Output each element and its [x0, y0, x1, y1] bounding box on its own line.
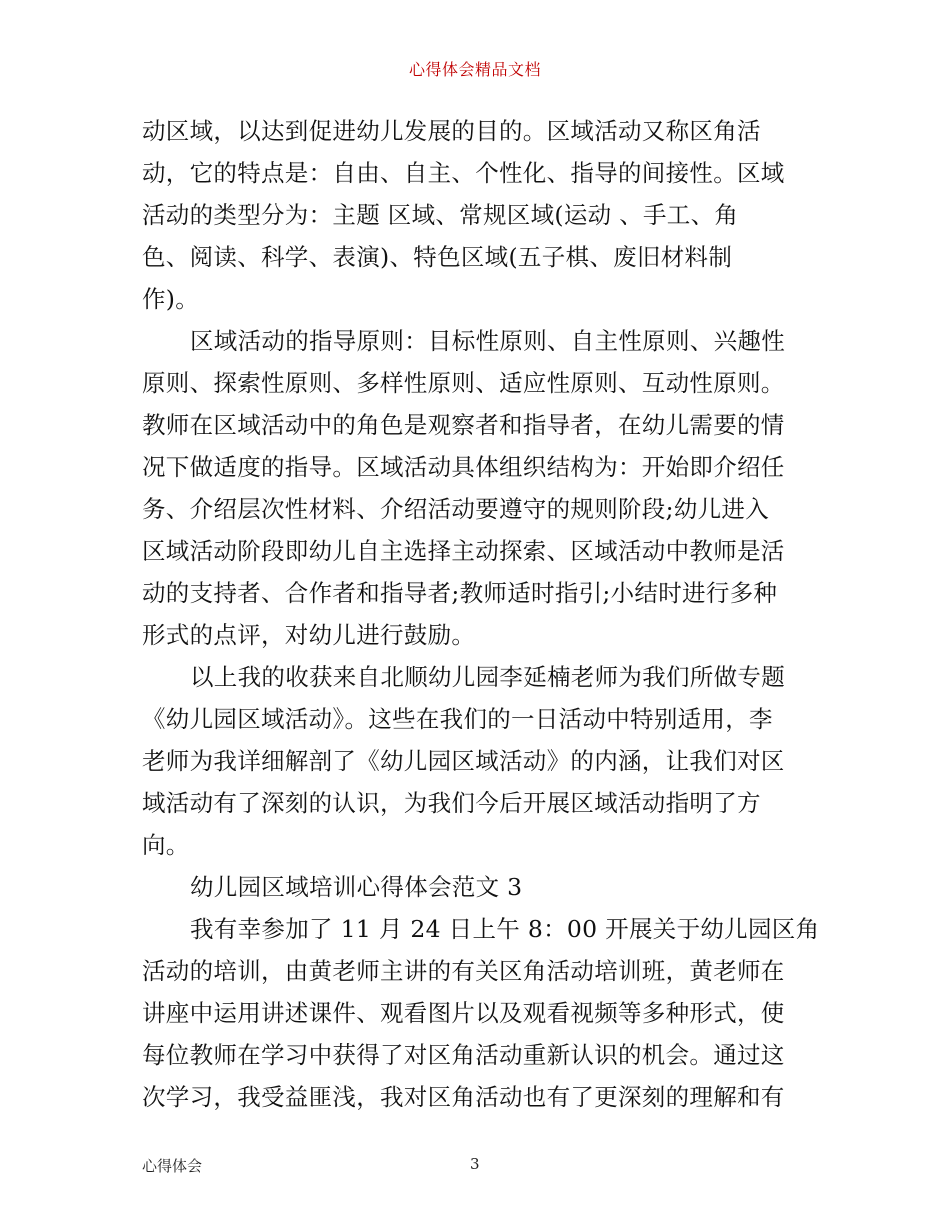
text-line: 动，它的特点是：自由、自主、个性化、指导的间接性。区域 [142, 159, 785, 187]
text-line: 况下做适度的指导。区域活动具体组织结构为：开始即介绍任 [142, 453, 785, 481]
page-number: 3 [470, 1155, 480, 1173]
text-line: 《幼儿园区域活动》。这些在我们的一日活动中特别适用，李 [142, 705, 773, 733]
text-line: 动区域，以达到促进幼儿发展的目的。区域活动又称区角活 [142, 117, 761, 145]
text-line: 向。 [142, 831, 190, 859]
text-line: 幼儿园区域培训心得体会范文 3 [190, 873, 523, 901]
text-line: 务、介绍层次性材料、介绍活动要遵守的规则阶段;幼儿进入 [142, 495, 770, 523]
text-line: 次学习，我受益匪浅，我对区角活动也有了更深刻的理解和有 [142, 1083, 785, 1111]
text-line: 我有幸参加了 11 月 24 日上午 8：00 开展关于幼儿园区角 [190, 915, 820, 943]
text-line: 动的支持者、合作者和指导者;教师适时指引;小结时进行多种 [142, 579, 778, 607]
text-line: 活动的类型分为：主题 区域、常规区域(运动 、手工、角 [142, 201, 739, 229]
text-line: 作)。 [142, 285, 200, 313]
text-line: 域活动有了深刻的认识，为我们今后开展区域活动指明了方 [142, 789, 761, 817]
text-line: 活动的培训，由黄老师主讲的有关区角活动培训班，黄老师在 [142, 957, 785, 985]
text-line: 老师为我详细解剖了《幼儿园区域活动》的内涵，让我们对区 [142, 747, 785, 775]
text-line: 形式的点评，对幼儿进行鼓励。 [142, 621, 476, 649]
text-line: 教师在区域活动中的角色是观察者和指导者，在幼儿需要的情 [142, 411, 785, 439]
text-line: 色、阅读、科学、表演)、特色区域(五子棋、废旧材料制 [142, 243, 733, 271]
text-line: 讲座中运用讲述课件、观看图片以及观看视频等多种形式，使 [142, 999, 785, 1027]
document-header-title: 心得体会精品文档 [408, 60, 541, 79]
text-line: 以上我的收获来自北顺幼儿园李延楠老师为我们所做专题 [190, 663, 785, 691]
text-line: 原则、探索性原则、多样性原则、适应性原则、互动性原则。 [142, 369, 785, 397]
text-line: 每位教师在学习中获得了对区角活动重新认识的机会。通过这 [142, 1041, 785, 1069]
document-body [142, 110, 822, 1118]
text-line: 区域活动阶段即幼儿自主选择主动探索、区域活动中教师是活 [142, 537, 785, 565]
text-line: 区域活动的指导原则：目标性原则、自主性原则、兴趣性 [190, 327, 785, 355]
footer-label: 心得体会 [142, 1157, 203, 1175]
